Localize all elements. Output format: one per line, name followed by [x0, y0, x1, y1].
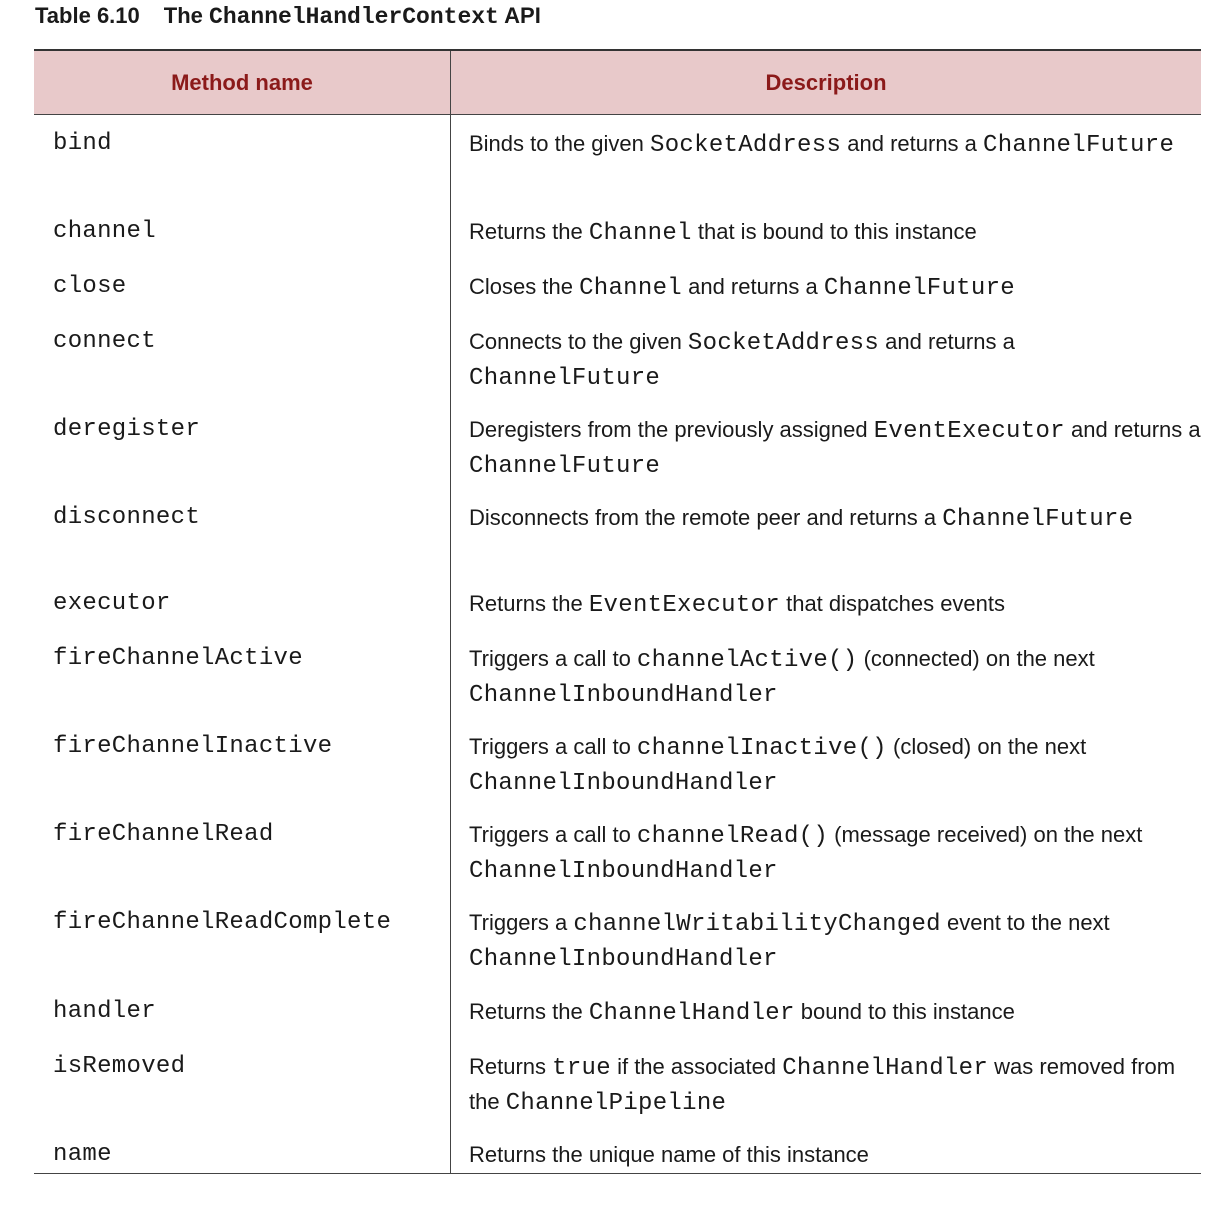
header-description: Description — [765, 69, 887, 95]
code-term: ChannelPipeline — [505, 1090, 727, 1117]
description-text: Deregisters from the previously assigned — [469, 417, 874, 442]
description-text: Closes the — [469, 274, 580, 299]
caption-suffix: API — [504, 3, 541, 28]
description-text: Triggers a call to — [469, 734, 637, 759]
description-cell — [451, 818, 1201, 888]
description-cell — [451, 501, 1201, 536]
method-name-cell: channel — [53, 218, 156, 245]
table-row — [34, 115, 1201, 203]
table-row — [34, 983, 1201, 1038]
code-term: channelWritabilityChanged — [573, 911, 941, 938]
header-method-name: Method name — [171, 69, 313, 95]
description-text: Returns — [469, 1054, 553, 1079]
description-text: Triggers a — [469, 910, 574, 935]
description-text: and returns a — [681, 274, 824, 299]
description-text: (message received) on the next — [828, 822, 1143, 847]
table-row — [34, 489, 1201, 575]
code-term: channelActive() — [636, 647, 858, 674]
description-text: Triggers a call to — [469, 822, 637, 847]
description-text: that is bound to this instance — [691, 219, 977, 244]
code-term: ChannelInboundHandler — [469, 770, 778, 797]
method-name-cell: deregister — [53, 416, 201, 443]
description-text: bound to this instance — [794, 999, 1015, 1024]
description-text: Connects to the given — [469, 329, 688, 354]
description-text: if the associated — [610, 1054, 783, 1079]
method-name-cell: handler — [53, 998, 156, 1025]
description-cell — [451, 215, 1201, 250]
code-term: ChannelFuture — [823, 275, 1015, 302]
code-term: ChannelFuture — [469, 453, 661, 480]
description-cell — [451, 730, 1201, 800]
table-caption — [35, 1, 541, 32]
method-name-cell: connect — [53, 328, 156, 355]
table-row — [34, 630, 1201, 718]
description-text: event to the next — [940, 910, 1110, 935]
code-term: Channel — [588, 220, 692, 247]
code-term: ChannelInboundHandler — [469, 682, 778, 709]
table-row — [34, 401, 1201, 489]
method-name-cell: close — [53, 273, 127, 300]
method-name-cell: name — [53, 1141, 112, 1168]
code-term: ChannelHandler — [782, 1055, 989, 1082]
table-row — [34, 806, 1201, 894]
description-cell — [451, 1138, 1201, 1171]
api-table — [34, 49, 1201, 1174]
code-term: SocketAddress — [687, 330, 880, 357]
description-cell — [451, 270, 1201, 305]
table-row — [34, 203, 1201, 258]
description-text: and returns a — [1064, 417, 1201, 442]
code-term: channelInactive() — [636, 735, 887, 762]
table-body — [34, 115, 1201, 1173]
code-term: ChannelFuture — [942, 506, 1134, 533]
description-text: Returns the — [469, 591, 589, 616]
description-cell — [451, 642, 1201, 712]
description-text: (closed) on the next — [886, 734, 1087, 759]
code-term: true — [552, 1055, 611, 1082]
caption-class-name: ChannelHandlerContext — [209, 4, 499, 30]
description-text: and returns a — [879, 329, 1015, 354]
code-term: EventExecutor — [588, 592, 780, 619]
description-text: Binds to the given — [469, 131, 651, 156]
code-term: ChannelHandler — [588, 1000, 795, 1027]
description-text: that dispatches events — [779, 591, 1006, 616]
description-text: and returns a — [841, 131, 984, 156]
code-term: Channel — [579, 275, 682, 302]
code-term: ChannelInboundHandler — [469, 946, 778, 973]
code-term: SocketAddress — [650, 132, 842, 159]
code-term: ChannelFuture — [469, 365, 661, 392]
table-row — [34, 258, 1201, 313]
method-name-cell: fireChannelRead — [53, 821, 274, 848]
description-text: was removed from the — [469, 1054, 1176, 1114]
description-cell — [451, 127, 1201, 162]
table-header — [34, 51, 1201, 115]
table-row — [34, 575, 1201, 630]
code-term: ChannelInboundHandler — [469, 858, 778, 885]
description-cell — [451, 413, 1201, 483]
description-text: Disconnects from the remote peer and returns a — [469, 505, 943, 530]
method-name-cell: bind — [53, 130, 112, 157]
method-name-cell: fireChannelReadComplete — [53, 909, 392, 936]
description-cell — [451, 1050, 1201, 1120]
description-text: (connected) on the next — [857, 646, 1095, 671]
method-name-cell: executor — [53, 590, 171, 617]
table-row — [34, 718, 1201, 806]
code-term: EventExecutor — [873, 418, 1065, 445]
code-term: channelRead() — [636, 823, 829, 850]
description-cell — [451, 995, 1201, 1030]
description-text: Triggers a call to — [469, 646, 637, 671]
method-name-cell: fireChannelInactive — [53, 733, 333, 760]
description-cell — [451, 325, 1201, 395]
description-text: Returns the — [469, 999, 589, 1024]
table-row — [34, 1126, 1201, 1173]
method-name-cell: isRemoved — [53, 1053, 186, 1080]
method-name-cell: disconnect — [53, 504, 201, 531]
description-text: Returns the unique name of this instance — [469, 1142, 869, 1167]
table-row — [34, 1038, 1201, 1126]
method-name-cell: fireChannelActive — [53, 645, 303, 672]
code-term: ChannelFuture — [983, 132, 1175, 159]
column-divider — [450, 51, 451, 1173]
table-row — [34, 313, 1201, 401]
caption-prefix: The — [163, 3, 203, 28]
description-cell — [451, 906, 1201, 976]
table-number: Table 6.10 — [35, 3, 140, 28]
table-row — [34, 894, 1201, 983]
description-cell — [451, 587, 1201, 622]
description-text: Returns the — [469, 219, 589, 244]
